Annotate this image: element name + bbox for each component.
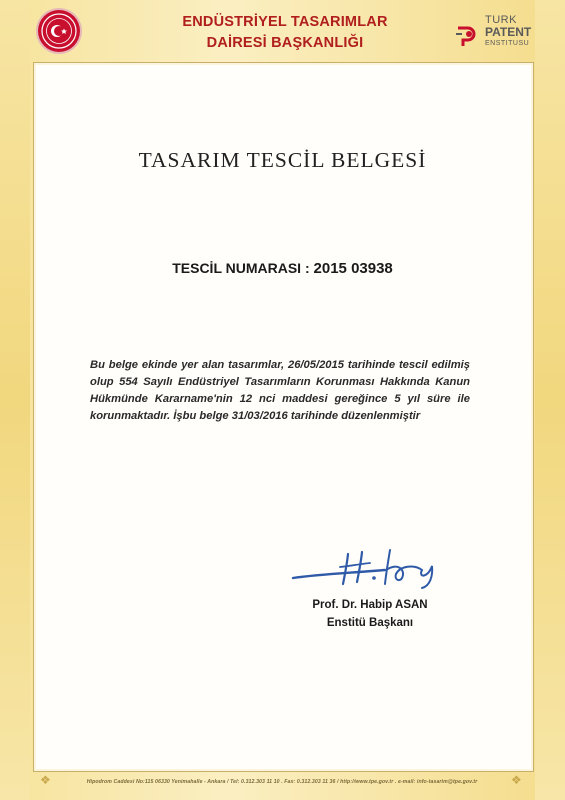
logo-text-line3: ENSTITUSU [485,40,530,47]
certificate-body-text: Bu belge ekinde yer alan tasarımlar, 26/05/2015 tarihinde tescil edilmiş olup 554 Sayılı Endüstriyel Tasarımların Korunması Hakkında Kanun Hükmünde Kararname'nin 12 nci maddesi gereğince 5 yıl süre ile korunmaktadır. İşbu belge 31/03/2016 tarihinde düzenlenmiştir [90,359,470,422]
certificate-title: TASARIM TESCİL BELGESİ [138,148,427,172]
signatory-title: Enstitü Başkanı [326,617,414,629]
logo-text-line2: PATENT [485,25,532,39]
turk-patent-mark-icon [455,24,483,48]
department-title [160,12,410,54]
signatory-name: Prof. Dr. Habip ASAN [312,599,428,611]
frame-right-border [535,0,565,800]
footer-ornament-left-icon: ❖ [40,773,51,787]
tpe-seal-emblem-icon [38,10,80,52]
turk-patent-logo [455,14,545,56]
signature-image [290,540,450,590]
department-title-line1: ENDÜSTRİYEL TASARIMLAR [182,14,388,30]
registration-line [0,260,565,277]
footer-address: Hipodrom Caddesi No:115 06330 Yenimahalle - Ankara / Tel: 0.312.303 11 10 . Fax: 0.312.303 11 36 / http://www.tpe.gov.tr . e-mail: info-tasarim@tpe.gov.tr [86,779,478,785]
registration-number: 2015 03938 [313,260,393,277]
logo-text-line1: TURK [485,14,517,26]
registration-label: TESCİL NUMARASI : [172,260,310,276]
frame-left-border [0,0,30,800]
footer-ornament-right-icon: ❖ [511,773,522,787]
department-title-line2: DAİRESİ BAŞKANLIĞI [206,35,364,51]
